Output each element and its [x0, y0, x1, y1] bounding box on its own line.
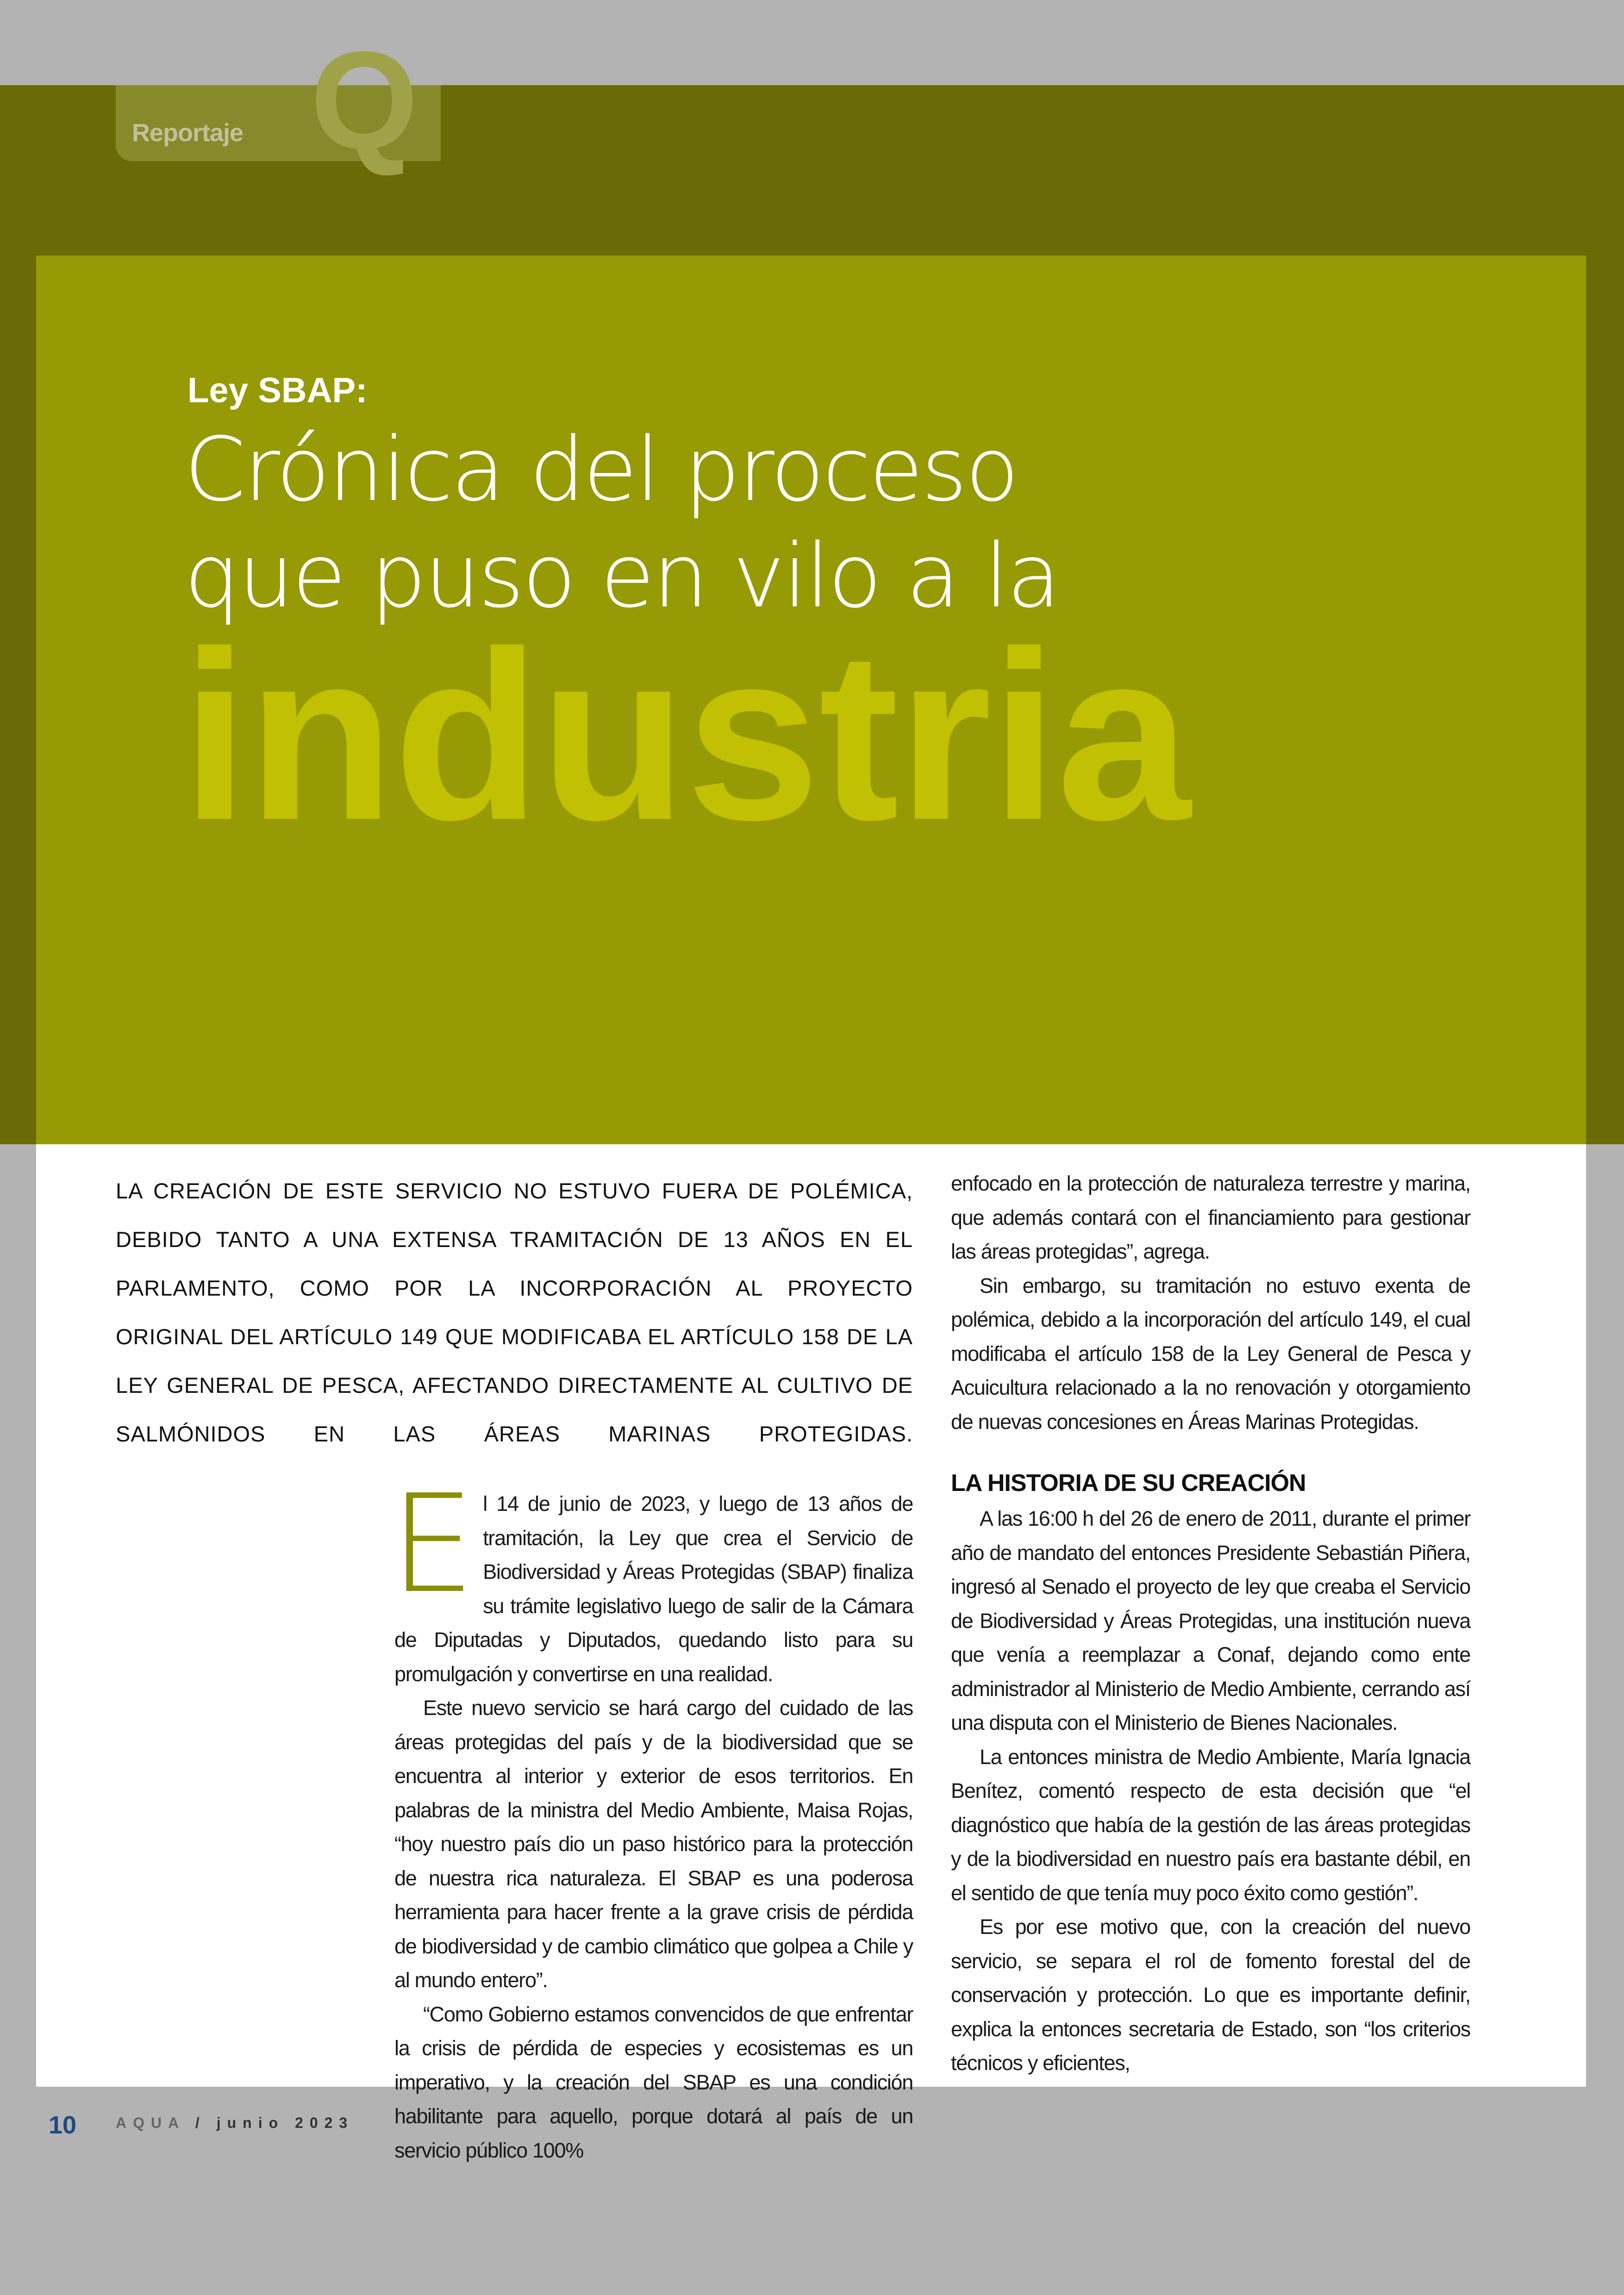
body-paragraph-2: Este nuevo servicio se hará cargo del cuidado de las áreas protegidas del país y de la biodiversidad que se encuentra al interior y exterior de esos territorios. En palabras de la ministra del Medio Ambiente, Maisa Rojas, “hoy nuestro país dio un paso histórico para la protección de nuestra rica naturaleza. El SBAP es una poderosa herramienta para hacer frente a la grave crisis de pérdida de biodiversidad y de cambio climático que golpea a Chile y al mundo entero”. — [394, 1696, 913, 1992]
body-paragraph-4: enfocado en la protección de naturaleza terrestre y marina, que además contará con el financiamiento para gestionar las áreas protegidas”, agrega. — [951, 1172, 1470, 1263]
body-paragraph-7: La entonces ministra de Medio Ambiente, María Ignacia Benítez, comentó respecto de esta decisión que “el diagnóstico que había de la gestión de las áreas protegidas y de la biodiversidad en nuestro país era bastante débil, en el sentido de que tenía muy poco éxito como gestión”. — [951, 1745, 1470, 1905]
article-title-line-2: que puso en vilo a la — [184, 525, 1059, 627]
body-paragraph-8: Es por ese motivo que, con la creación del nuevo servicio, se separa el rol de fomento forestal del de conservación y protección. Lo que es importante definir, explica la entonces secretaria de Estado, son “los criterios técnicos y eficientes, — [951, 1915, 1470, 2075]
article-lead: LA CREACIÓN DE ESTE SERVICIO NO ESTUVO FUERA DE POLÉMICA, DEBIDO TANTO A UNA EXTENSA TRAMITACIÓN DE 13 AÑOS EN EL PARLAMENTO, COMO POR LA INCORPORACIÓN AL PROYECTO ORIGINAL DEL ARTÍCULO 149 QUE MODIFICABA EL ARTÍCULO 158 DE LA LEY GENERAL DE PESCA, AFECTANDO DIRECTAMENTE AL CULTIVO DE SALMÓNIDOS EN LAS ÁREAS MARINAS PROTEGIDAS. — [116, 1179, 913, 1446]
body-column-left — [390, 1466, 913, 2167]
article-title-line-1: Crónica del proceso — [184, 418, 1018, 521]
top-margin — [0, 0, 1624, 85]
section-tab — [116, 22, 441, 178]
section-subheading: LA HISTORIA DE SU CREACIÓN — [951, 1470, 1306, 1497]
body-paragraph-3: “Como Gobierno estamos convencidos de que enfrentar la crisis de pérdida de especies y ecosistemas es un imperativo, y la creación del SBAP es una condición habilitante para aquello, porque dotará al país de un servicio público 100% — [394, 2002, 913, 2162]
section-decoration-letter: Q — [310, 22, 418, 178]
body-paragraph-6: A las 16:00 h del 26 de enero de 2011, durante el primer año de mandato del entonces Presidente Sebastián Piñera, ingresó al Senado el proyecto de ley que creaba el Servicio de Biodiversidad y Áreas Protegidas, una institución nueva que venía a reemplazar a Conaf, dejando como ente administrador al Ministerio de Medio Ambiente, cerrando así una disputa con el Ministerio de Bienes Nacionales. — [951, 1507, 1470, 1734]
article-kicker: Ley SBAP: — [187, 371, 368, 410]
page-number: 10 — [49, 2111, 77, 2139]
body-column-right — [951, 1166, 1470, 2080]
body-paragraph-5: Sin embargo, su tramitación no estuvo exenta de polémica, debido a la incorporación del artículo 149, el cual modificaba el artículo 158 de la Ley General de Pesca y Acuicultura relacionado a la no renovación y otorgamiento de nuevas concesiones en Áreas Marinas Protegidas. — [951, 1273, 1470, 1434]
drop-cap: E — [390, 1466, 475, 1623]
body-paragraph-1 — [390, 1466, 913, 1691]
footer-magazine-line — [116, 2114, 354, 2132]
section-label: Reportaje — [132, 119, 244, 147]
footer-separator: / — [195, 2114, 206, 2131]
issue-date: junio 2023 — [216, 2114, 354, 2131]
article-title-highlight: industria — [181, 601, 1190, 870]
body-paragraph-1-text: l 14 de junio de 2023, y luego de 13 años de tramitación, la Ley que crea el Servicio de Biodiversidad y Áreas Protegidas (SBAP) finaliza su trámite legislativo luego de salir de la Cámara de Diputadas y Diputados, quedando listo para su promulgación y convertirse en una realidad. — [394, 1492, 913, 1686]
magazine-name: AQUA — [116, 2114, 185, 2131]
